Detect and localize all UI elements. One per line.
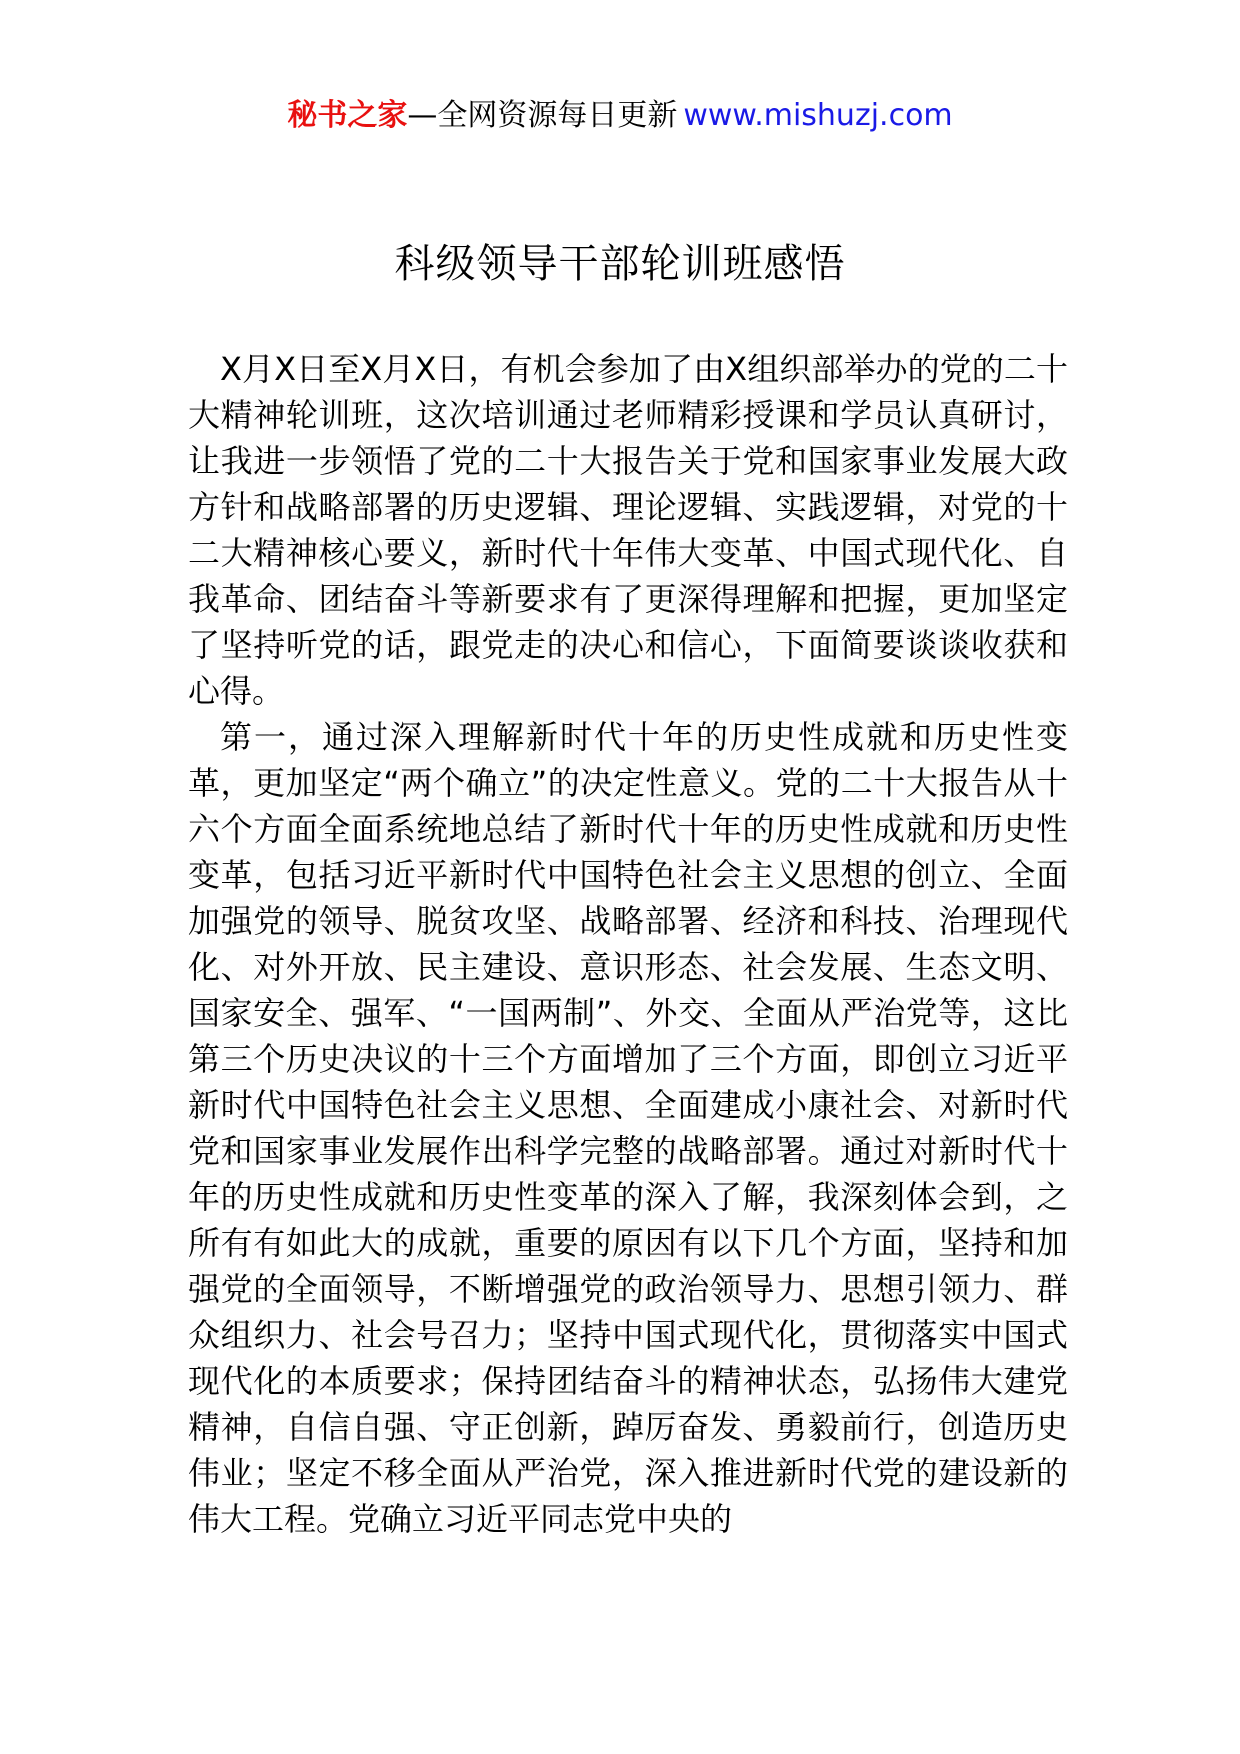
paragraph-first-point: 第一，通过深入理解新时代十年的历史性成就和历史性变革，更加坚定“两个确立”的决定性意义。党的二十大报告从十六个方面全面系统地总结了新时代十年的历史性成就和历史性变革，包括习近平新时代中国特色社会主义思想的创立、全面加强党的领导、脱贫攻坚、战略部署、经济和科技、治理现代化、对外开放、民主建设、意识形态、社会发展、生态文明、国家安全、强军、“一国两制”、外交、全面从严治党等，这比第三个历史决议的十三个方面增加了三个方面，即创立习近平新时代中国特色社会主义思想、全面建成小康社会、对新时代党和国家事业发展作出科学完整的战略部署。通过对新时代十年的历史性成就和历史性变革的深入了解，我深刻体会到，之所有有如此大的成就，重要的原因有以下几个方面，坚持和加强党的全面领导，不断增强党的政治领导力、思想引领力、群众组织力、社会号召力；坚持中国式现代化，贯彻落实中国式现代化的本质要求；保持团结奋斗的精神状态，弘扬伟大建党精神，自信自强、守正创新，踔厉奋发、勇毅前行，创造历史伟业；坚定不移全面从严治党，深入推进新时代党的建设新的伟大工程。党确立习近平同志党中央的 xyxy=(188,718,1068,1538)
document-body xyxy=(188,346,1068,1542)
site-slogan: —全网资源每日更新 xyxy=(407,98,678,133)
document-title: 科级领导干部轮训班感悟 xyxy=(394,241,846,287)
site-brand: 秘书之家 xyxy=(287,98,408,133)
site-url-link[interactable]: www.mishuzj.com xyxy=(683,98,953,133)
site-header xyxy=(0,96,1240,136)
paragraph-intro: X月X日至X月X日，有机会参加了由X组织部举办的党的二十大精神轮训班，这次培训通过老师精彩授课和学员认真研讨，让我进一步领悟了党的二十大报告关于党和国家事业发展大政方针和战略部署的历史逻辑、理论逻辑、实践逻辑，对党的十二大精神核心要义，新时代十年伟大变革、中国式现代化、自我革命、团结奋斗等新要求有了更深得理解和把握，更加坚定了坚持听党的话，跟党走的决心和信心，下面简要谈谈收获和心得。 xyxy=(188,350,1068,710)
